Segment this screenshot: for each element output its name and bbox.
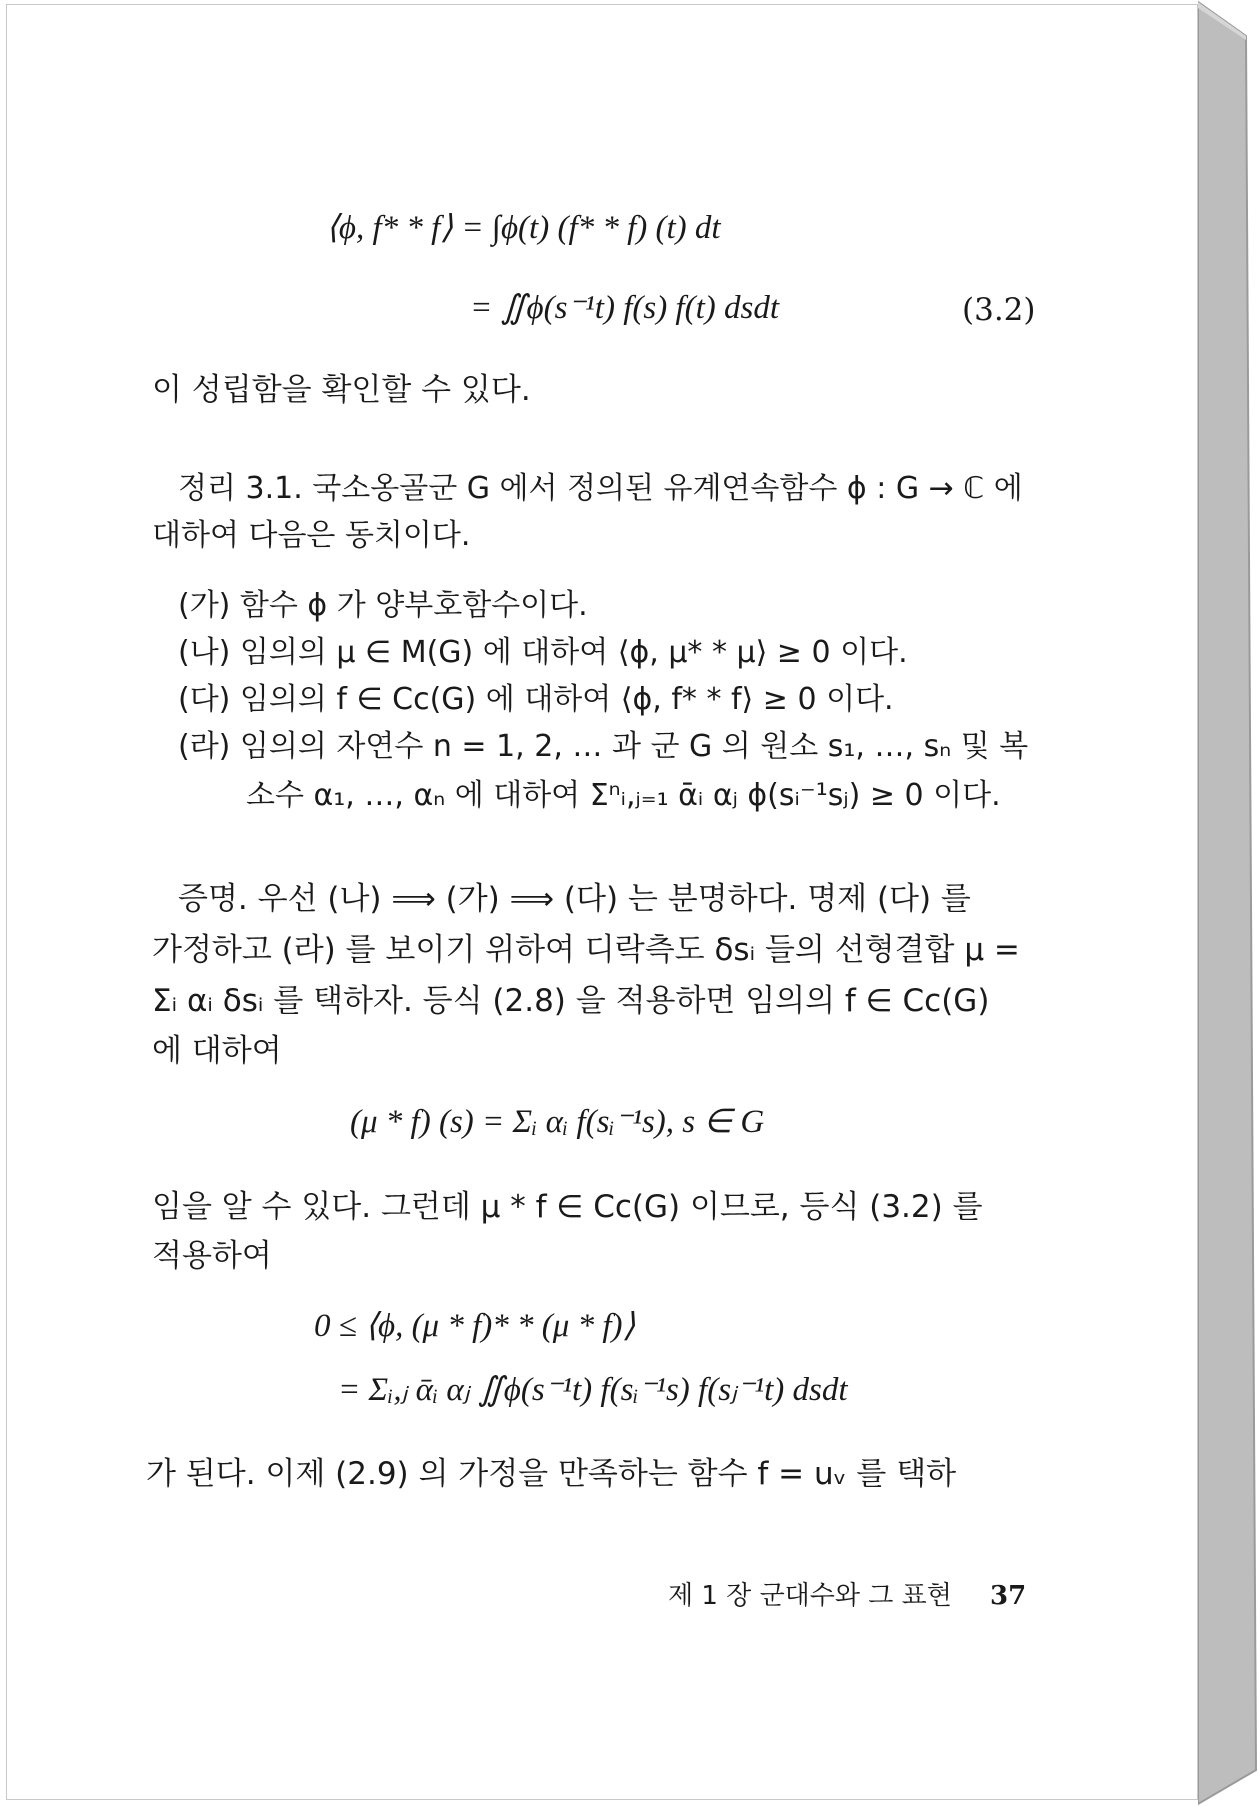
proof-text: 가정하고 (라) 를 보이기 위하여 디락측도 δsᵢ 들의 선형결합 μ = xyxy=(152,932,1020,968)
equation-line: (μ * f) (s) = Σᵢ αᵢ f(sᵢ⁻¹s), s ∈ G xyxy=(350,1104,765,1140)
book-spine xyxy=(1198,0,1258,1806)
equation-line: = ∬ϕ(s⁻¹t) f(s) f(t) dsdt xyxy=(470,290,780,326)
equation-number: (3.2) xyxy=(962,292,1036,328)
proof-text: 증명. 우선 (나) ⟹ (가) ⟹ (다) 는 분명하다. 명제 (다) 를 xyxy=(178,881,971,917)
list-item: (라) 임의의 자연수 n = 1, 2, … 과 군 G 의 원소 s₁, …, sₙ 및 복 xyxy=(178,729,1029,764)
paragraph-text: 가 된다. 이제 (2.9) 의 가정을 만족하는 함수 f = uᵥ 를 택하 xyxy=(146,1456,957,1492)
theorem-text: 대하여 다음은 동치이다. xyxy=(152,518,471,553)
paragraph-text: 적용하여 xyxy=(152,1238,272,1274)
paragraph-text: 임을 알 수 있다. 그런데 μ * f ∈ Cc(G) 이므로, 등식 (3.2) 를 xyxy=(152,1189,983,1225)
equation-line: ⟨ϕ, f* * f⟩ = ∫ϕ(t) (f* * f) (t) dt xyxy=(326,210,721,246)
theorem-heading: 정리 3.1. 국소옹골군 G 에서 정의된 유계연속함수 ϕ : G → ℂ 에 xyxy=(178,471,1023,506)
equation-line: = Σᵢ,ⱼ ᾱᵢ αⱼ ∬ϕ(s⁻¹t) f(sᵢ⁻¹s) f(sⱼ⁻¹t) dsdt xyxy=(338,1372,848,1408)
list-item: 소수 α₁, …, αₙ 에 대하여 Σⁿᵢ,ⱼ₌₁ ᾱᵢ αⱼ ϕ(sᵢ⁻¹sⱼ) ≥ 0 이다. xyxy=(246,778,1001,813)
proof-text: Σᵢ αᵢ δsᵢ 를 택하자. 등식 (2.8) 을 적용하면 임의의 f ∈ Cc(G) xyxy=(152,983,990,1019)
list-item: (가) 함수 ϕ 가 양부호함수이다. xyxy=(178,588,588,623)
page-number: 37 xyxy=(990,1581,1027,1611)
list-item: (다) 임의의 f ∈ Cc(G) 에 대하여 ⟨ϕ, f* * f⟩ ≥ 0 이다. xyxy=(178,682,894,717)
paragraph-text: 이 성립함을 확인할 수 있다. xyxy=(152,372,531,408)
proof-text: 에 대하여 xyxy=(152,1033,282,1069)
equation-line: 0 ≤ ⟨ϕ, (μ * f)* * (μ * f)⟩ xyxy=(314,1308,636,1344)
running-footer: 제 1 장 군대수와 그 표현 xyxy=(668,1581,952,1611)
list-item: (나) 임의의 μ ∈ M(G) 에 대하여 ⟨ϕ, μ* * μ⟩ ≥ 0 이다. xyxy=(178,635,908,670)
